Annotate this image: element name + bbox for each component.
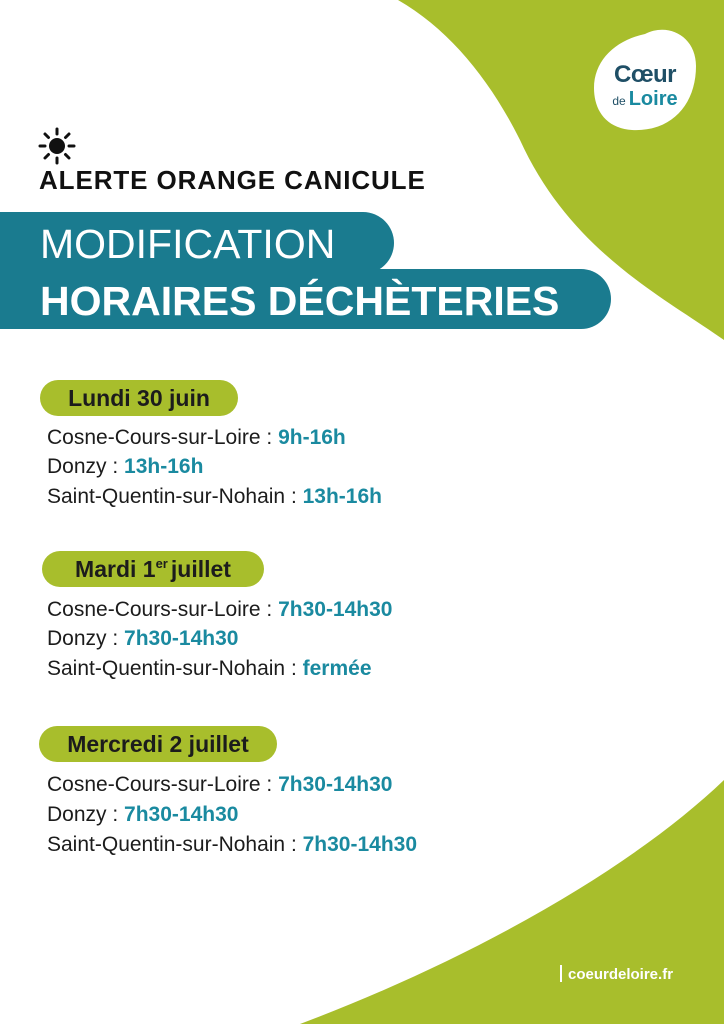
day-label-month: juillet xyxy=(170,556,231,582)
hours-value: 13h-16h xyxy=(302,485,382,508)
place-name: Cosne-Cours-sur-Loire : xyxy=(47,773,279,796)
hours-value: 9h-16h xyxy=(278,426,346,449)
hours-value: 13h-16h xyxy=(124,455,204,478)
place-name: Cosne-Cours-sur-Loire : xyxy=(47,426,279,449)
day-label-monday: Lundi 30 juin xyxy=(40,380,238,416)
schedule-row xyxy=(47,655,372,683)
schedule-row xyxy=(47,625,238,653)
place-name: Donzy : xyxy=(47,627,125,650)
logo-de: de xyxy=(612,94,626,108)
bottom-right-green-shape xyxy=(300,780,724,1024)
title-line1: MODIFICATION xyxy=(40,221,336,267)
place-name: Donzy : xyxy=(47,455,125,478)
website-link[interactable] xyxy=(560,964,673,986)
hours-value: 7h30-14h30 xyxy=(124,803,239,826)
sun-icon xyxy=(38,127,76,165)
logo-line2 xyxy=(592,88,698,112)
footer-divider xyxy=(560,965,562,982)
schedule-row xyxy=(47,596,392,624)
hours-value: 7h30-14h30 xyxy=(278,598,393,621)
schedule-row xyxy=(47,801,238,829)
ordinal-suffix: er xyxy=(155,556,168,571)
title-line2: HORAIRES DÉCHÈTERIES xyxy=(40,278,560,324)
logo-loire: Loire xyxy=(628,88,678,110)
place-name: Saint-Quentin-sur-Nohain : xyxy=(47,485,303,508)
hours-value: 7h30-14h30 xyxy=(124,627,239,650)
schedule-row xyxy=(47,424,346,452)
alert-heading: ALERTE ORANGE CANICULE xyxy=(39,165,426,195)
schedule-row xyxy=(47,771,392,799)
schedule-row xyxy=(47,483,382,511)
place-name: Saint-Quentin-sur-Nohain : xyxy=(47,657,303,680)
schedule-row xyxy=(47,831,417,859)
hours-value: fermée xyxy=(302,657,372,680)
schedule-row xyxy=(47,453,203,481)
hours-value: 7h30-14h30 xyxy=(302,833,418,856)
logo-line1: Cœur xyxy=(614,61,676,88)
place-name: Cosne-Cours-sur-Loire : xyxy=(47,598,279,621)
place-name: Donzy : xyxy=(47,803,125,826)
website-text: coeurdeloire.fr xyxy=(568,966,674,983)
place-name: Saint-Quentin-sur-Nohain : xyxy=(47,833,303,856)
day-label-wednesday: Mercredi 2 juillet xyxy=(39,726,277,762)
day-label-text: Mardi 1 xyxy=(75,556,156,582)
coeur-de-loire-logo xyxy=(592,26,698,132)
hours-value: 7h30-14h30 xyxy=(278,773,393,796)
day-label-tuesday xyxy=(42,551,264,587)
